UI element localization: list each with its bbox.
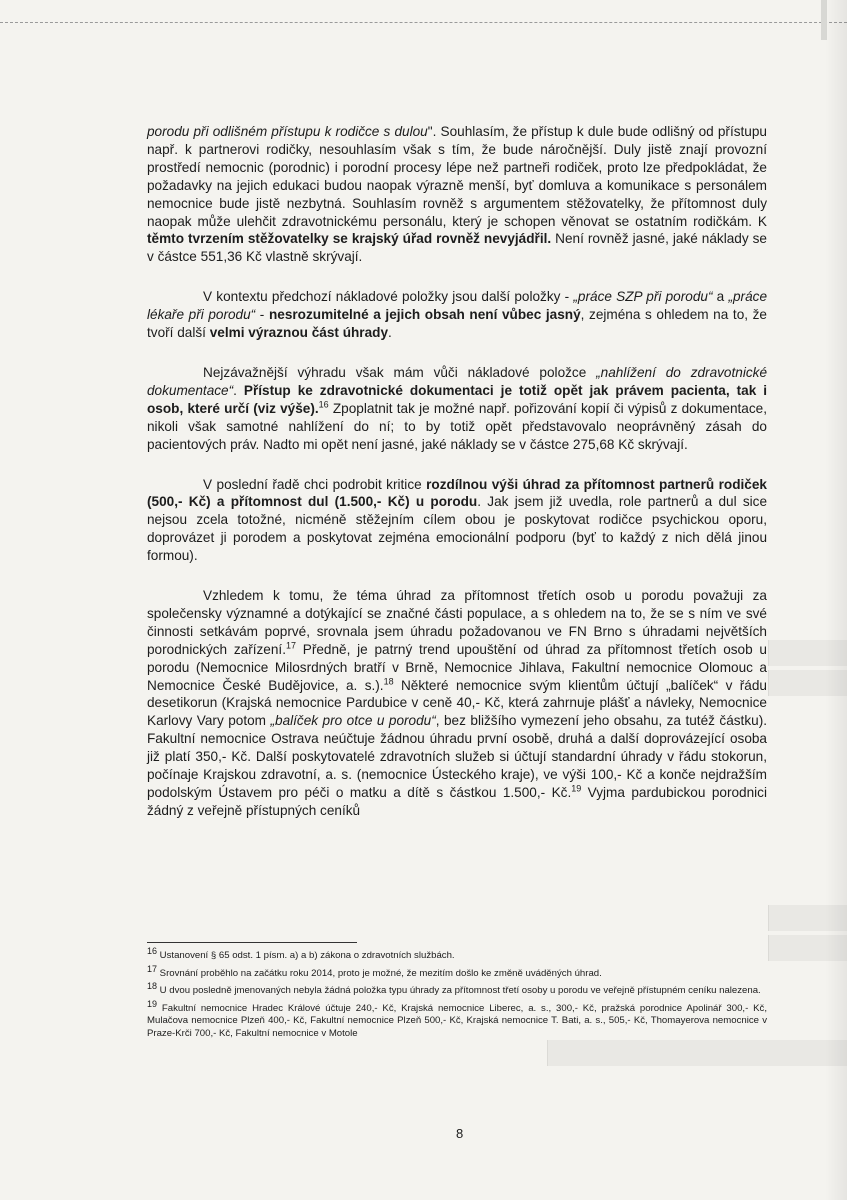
footnote-reference: 18 (383, 676, 394, 687)
text-run: . (388, 325, 392, 341)
bleed-through-block (768, 640, 847, 666)
footnote-text: U dvou posledně jmenovaných nebyla žádná položka typu úhrady za přítomnost třetí osoby u porodu ve veřejně přístupném ceníku nalezena. (157, 985, 761, 997)
text-run: - (255, 307, 269, 323)
footnote (147, 998, 767, 1041)
text-run: a (712, 289, 729, 305)
text-run: . Jak jsem již uvedla, role partnerů a dul sice nejsou zcela totožné, nicméně stěžejním cílem obou je poskytovat rodičce psychickou oporu, doprovázet ji porodem a poskytovat zejména emocionální podporu (byť to každý z nich dělá jinou formou). (147, 494, 768, 564)
document-body (147, 123, 767, 842)
paragraph (147, 476, 767, 566)
footnote-text: Srovnání proběhlo na začátku roku 2014, proto je možné, že mezitím došlo ke změně uváděných úhrad. (157, 967, 602, 979)
footnote-number: 17 (147, 963, 158, 974)
footnote-separator (147, 942, 357, 943)
text-run: Vyjma pardubickou porodnici žádný z veřejně přístupných ceníků (147, 785, 767, 818)
bold-text: Přístup ke zdravotnické dokumentaci je totiž opět jak právem pacienta, tak i osob, které určí (viz výše). (147, 382, 767, 416)
footnote (147, 945, 767, 963)
footnote-number: 18 (147, 981, 158, 991)
scan-right-shadow (825, 0, 847, 1200)
footnote-number: 16 (147, 945, 158, 956)
bleed-through-block (768, 905, 847, 931)
bleed-through-block (768, 670, 847, 696)
footnote-text: Fakultní nemocnice Hradec Králové účtuje 240,- Kč, Krajská nemocnice Liberec, a. s., 300,- Kč, pražská porodnice Apolinář 300,- Kč, Mulačova nemocnice Plzeň 400,- Kč, Fakultní nemocnice Plzeň 500,- Kč, Krajská nemocnice T. Bati, a. s., 505,- Kč, Thomayerova nemocnice v Praze-Krči 700,- Kč, Fakultní nemocnice v Motole (147, 1002, 767, 1039)
bold-text: těmto tvrzením stěžovatelky se krajský úřad rovněž nevyjádřil. (147, 231, 552, 247)
bold-text: nesrozumitelné a jejich obsah není vůbec jasný (268, 307, 581, 323)
footnote-reference: 16 (318, 399, 329, 410)
paragraph (147, 587, 767, 820)
text-run: . (233, 382, 244, 398)
text-run: Vzhledem k tomu, že téma úhrad za přítomnost třetích osob u porodu považuji za společensky významné a dotýkající se značné části populace, a s ohledem na to, že se s ním ve své činnosti setkávám poprvé, srovnala jsem úhradu požadovanou ve FN Brno s úhradami největších porodnických zařízení. (147, 588, 767, 657)
footnote-text: Ustanovení § 65 odst. 1 písm. a) a b) zákona o zdravotních službách. (157, 950, 455, 961)
text-run: Předně, je patrný trend upouštění od úhrad za přítomnost třetích osob u porodu (Nemocnice Milosrdných bratří v Brně, Nemocnice Jihlava, Fakultní nemocnice Olomouc a Nemocnice České Budějovice, a. s.). (147, 641, 767, 693)
paragraph (147, 364, 767, 454)
footnote (147, 963, 767, 981)
text-run: , zejména s ohledem na to, že tvoří další (147, 307, 767, 341)
text-run: Není rovněž jasné, jaké náklady se v částce 551,36 Kč vlastně skrývají. (147, 231, 767, 265)
page-number: 8 (456, 1126, 464, 1141)
text-run: Některé nemocnice svým klientům účtují „balíček“ v řádu desetikorun (Krajská nemocnice Pardubice v ceně 40,- Kč, která zahrnuje plášť a návleky, Nemocnice Karlovy Vary potom (147, 677, 767, 729)
footnotes (147, 945, 767, 1046)
paragraph (147, 288, 767, 342)
footnote-reference: 19 (571, 783, 582, 794)
footnote-number: 19 (147, 998, 158, 1009)
text-run: , bez bližšího vymezení jeho obsahu, za tutéž částku). Fakultní nemocnice Ostrava neúčtuje žádnou úhradu první osobě, druhá a další doprovázející osoba již platí 350,- Kč. Další poskytovatelé zdravotních služeb si účtují standardní úhrady v řádu stokorun, počínaje Krajskou zdravotní, a. s. (nemocnice Ústeckého kraje), ve výši 100,- Kč a konče nejdražším podolským Ústavem pro péči o matku a dítě s částkou 1.500,- Kč. (147, 713, 767, 800)
scan-top-edge-line (0, 22, 847, 23)
italic-text: porodu při odlišném přístupu k rodičce s dulou (147, 124, 428, 139)
italic-text: „práce lékaře při porodu“ (147, 289, 767, 323)
bold-text: rozdílnou výši úhrad za přítomnost partnerů rodiček (500,- Kč) a přítomnost dul (1.500,- Kč) u porodu (147, 476, 767, 510)
italic-text: „nahlížení do zdravotnické dokumentace“ (147, 364, 768, 398)
footnote-reference: 17 (285, 640, 296, 651)
footnote (147, 981, 767, 998)
paragraph (147, 123, 767, 266)
bleed-through-block (768, 935, 847, 961)
text-run: Nejzávažnější výhradu však mám vůči nákladové položce (203, 364, 597, 380)
text-run: V poslední řadě chci podrobit kritice (203, 476, 427, 492)
text-run: ". Souhlasím, že přístup k dule bude odlišný od přístupu např. k partnerovi rodičky, nesouhlasím však s tím, že bude náročnější. Duly jistě znají provozní prostředí nemocnic (porodnic) i porodní procesy lépe než partneři rodiček, proto lze předpokládat, že požadavky na jejich edukaci budou naopak výrazně menší, byť domluva a komunikace s personálem nemocnice bude jistě nezbytná. Souhlasím rovněž s argumentem stěžovatelky, že přítomnost duly naopak může ulehčit zdravotnickému personálu, který je schopen věnovat se ostatním rodičkám. K (147, 124, 767, 229)
italic-text: „práce SZP při porodu“ (573, 289, 713, 305)
text-run: V kontextu předchozí nákladové položky jsou další položky - (203, 289, 574, 305)
text-run: Zpoplatnit tak je možné např. pořizování kopií či výpisů z dokumentace, nikoli však samotné nahlížení do ní; to by totiž opět představovalo neoprávněný zásah do pacientových práv. Nadto mi opět není jasné, jaké náklady se v částce 275,68 Kč skrývají. (147, 400, 767, 452)
bold-text: velmi výraznou část úhrady (209, 325, 389, 341)
italic-text: „balíček pro otce u porodu“ (270, 713, 436, 729)
